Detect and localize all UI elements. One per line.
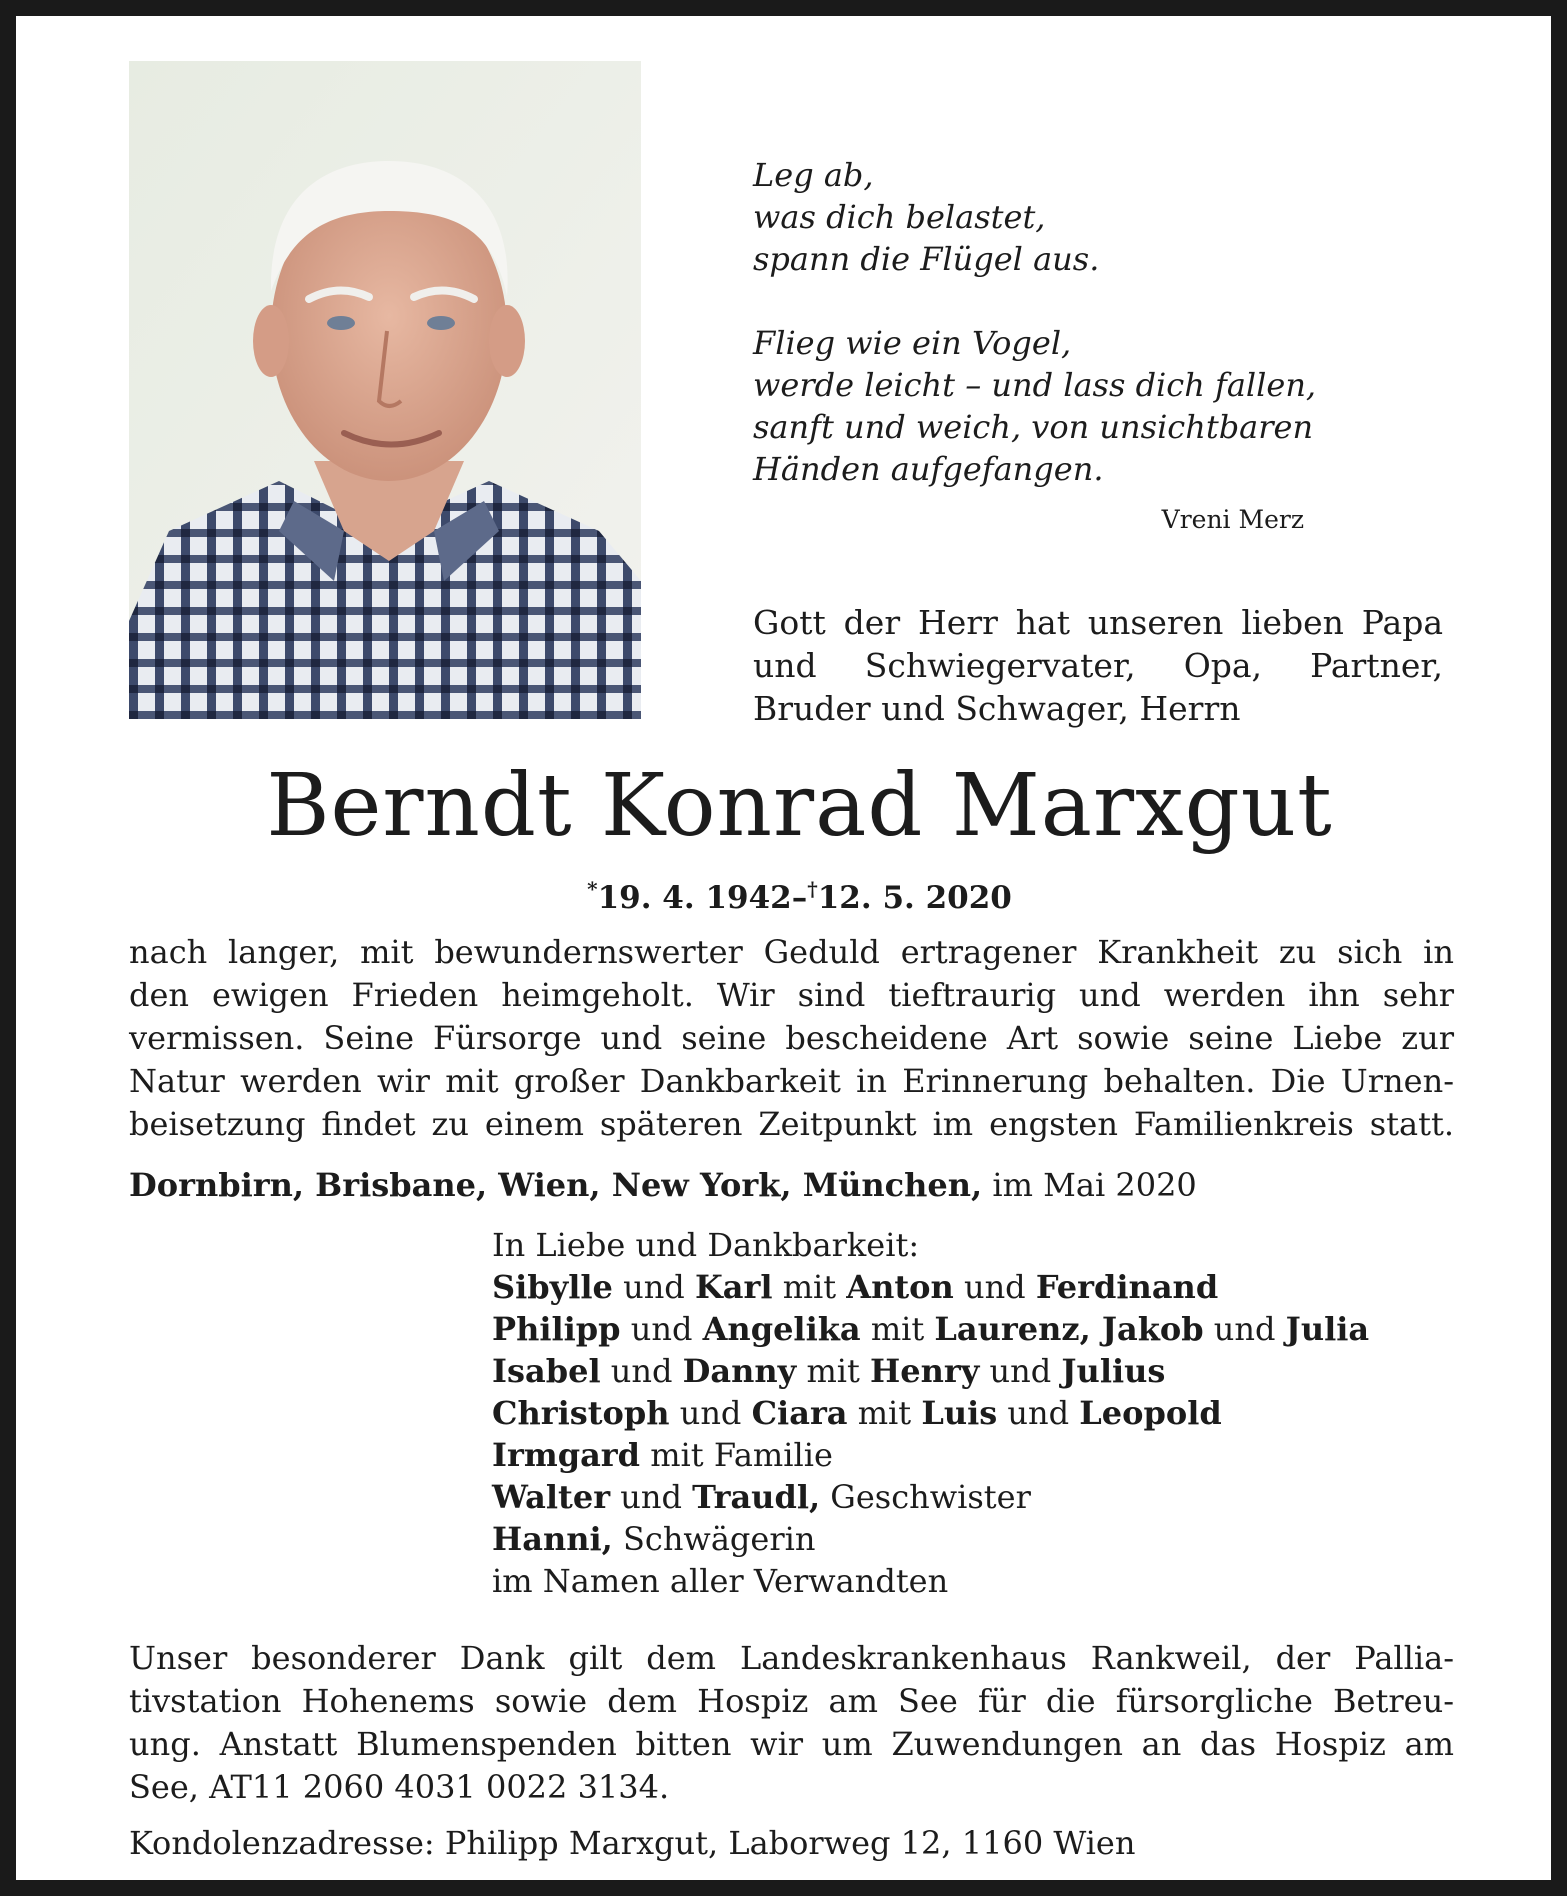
family-connector: und — [979, 1352, 1062, 1390]
announcement-line: nach langer, mit bewundernswerter Geduld ertragener Krankheit zu sich in — [129, 933, 1454, 971]
thanks-line: Unser besonderer Dank gilt dem Landeskrankenhaus Rankweil, der Pallia- — [129, 1639, 1454, 1677]
family-member-name: Julia — [1285, 1310, 1370, 1348]
poem-line: werde leicht – und lass dich fallen, — [753, 366, 1317, 404]
family-member-name: Traudl, — [692, 1478, 821, 1516]
announcement-text — [129, 931, 1454, 1146]
poem — [753, 154, 1453, 490]
family-connector: und — [997, 1394, 1080, 1432]
death-symbol: † — [807, 877, 818, 901]
family-rows — [492, 1266, 1452, 1602]
intro-line: Bruder und Schwager, Herrn — [753, 689, 1241, 728]
family-connector: und — [1203, 1310, 1286, 1348]
family-member-name: Julius — [1061, 1352, 1166, 1390]
family-member-name: Anton — [846, 1268, 954, 1306]
family-connector: Schwägerin — [612, 1520, 816, 1558]
announcement-line: den ewigen Frieden heimgeholt. Wir sind tieftraurig und werden ihn sehr — [129, 976, 1454, 1014]
family-connector: und — [620, 1310, 703, 1348]
announcement-line: Natur werden wir mit großer Dankbarkeit in Erinnerung behalten. Die Urnen- — [129, 1062, 1454, 1100]
family-member-name: Irmgard — [492, 1436, 641, 1474]
family-member-name: Walter — [492, 1478, 611, 1516]
family-member-name: Angelika — [702, 1310, 861, 1348]
family-connector: mit — [860, 1310, 935, 1348]
life-dates — [16, 877, 1567, 916]
poem-line: spann die Flügel aus. — [753, 240, 1100, 278]
obituary-page — [16, 16, 1551, 1880]
family-connector: und — [612, 1268, 695, 1306]
portrait-photo — [129, 61, 641, 719]
death-date: 12. 5. 2020 — [817, 880, 1012, 916]
family-connector: im Namen aller Verwandten — [492, 1562, 949, 1600]
intro-line: Gott der Herr hat unseren lieben Papa — [753, 603, 1443, 642]
family-member-name: Henry — [870, 1352, 980, 1390]
family-member-name: Leopold — [1079, 1394, 1222, 1432]
family-member-name: Christoph — [492, 1394, 670, 1432]
poem-line: Flieg wie ein Vogel, — [753, 324, 1072, 362]
place-date-line — [129, 1164, 1454, 1206]
poem-stanza — [753, 154, 1453, 280]
family-connector: und — [610, 1478, 693, 1516]
thanks-line: ung. Anstatt Blumenspenden bitten wir um Zuwendungen an das Hospiz am — [129, 1725, 1454, 1763]
family-row — [492, 1392, 1452, 1434]
thanks-line: See, AT11 2060 4031 0022 3134. — [129, 1768, 670, 1806]
deceased-name: Berndt Konrad Marxgut — [266, 756, 1333, 856]
family-row — [492, 1518, 1452, 1560]
condolence-address: Kondolenzadresse: Philipp Marxgut, Laborweg 12, 1160 Wien — [129, 1824, 1136, 1862]
family-row — [492, 1308, 1452, 1350]
family-member-name: Ferdinand — [1035, 1268, 1219, 1306]
family-member-name: Sibylle — [492, 1268, 613, 1306]
family-row — [492, 1476, 1452, 1518]
intro-text — [753, 601, 1443, 730]
family-signatures — [492, 1224, 1452, 1602]
family-connector: mit Familie — [640, 1436, 833, 1474]
poem-line: was dich belastet, — [753, 198, 1046, 236]
family-member-name: Karl — [694, 1268, 773, 1306]
poem-line: Händen aufgefangen. — [753, 450, 1104, 488]
family-connector: und — [953, 1268, 1036, 1306]
family-heading: In Liebe und Dankbarkeit: — [492, 1226, 920, 1264]
family-connector: mit — [772, 1268, 847, 1306]
family-member-name: Isabel — [492, 1352, 601, 1390]
poem-line: Leg ab, — [753, 156, 874, 194]
family-connector: und — [600, 1352, 683, 1390]
family-connector: Geschwister — [820, 1478, 1031, 1516]
family-row — [492, 1266, 1452, 1308]
announcement-line: beisetzung findet zu einem späteren Zeitpunkt im engsten Familienkreis statt. — [129, 1105, 1454, 1143]
family-member-name: Ciara — [751, 1394, 848, 1432]
cities: Dornbirn, Brisbane, Wien, New York, München, — [129, 1166, 983, 1204]
poem-line: sanft und weich, von unsichtbaren — [753, 408, 1314, 446]
month-year: im Mai 2020 — [992, 1166, 1197, 1204]
family-member-name: Hanni, — [492, 1520, 613, 1558]
intro-line: und Schwiegervater, Opa, Partner, — [753, 646, 1443, 685]
family-row — [492, 1350, 1452, 1392]
family-member-name: Laurenz, Jakob — [934, 1310, 1204, 1348]
birth-symbol: * — [587, 877, 598, 901]
family-member-name: Philipp — [492, 1310, 621, 1348]
announcement-line: vermissen. Seine Fürsorge und seine bescheidene Art sowie seine Liebe zur — [129, 1019, 1454, 1057]
thanks-line: tivstation Hohenems sowie dem Hospiz am See für die fürsorgliche Betreu- — [129, 1682, 1454, 1720]
family-connector: und — [669, 1394, 752, 1432]
family-member-name: Luis — [921, 1394, 998, 1432]
family-row — [492, 1434, 1452, 1476]
family-member-name: Danny — [682, 1352, 797, 1390]
thanks-text — [129, 1637, 1454, 1809]
date-dash: – — [791, 880, 808, 916]
birth-date: 19. 4. 1942 — [597, 880, 792, 916]
family-connector: mit — [847, 1394, 922, 1432]
poem-stanza — [753, 322, 1453, 490]
family-connector: mit — [796, 1352, 871, 1390]
family-row — [492, 1560, 1452, 1602]
poem-author: Vreni Merz — [1161, 505, 1304, 534]
